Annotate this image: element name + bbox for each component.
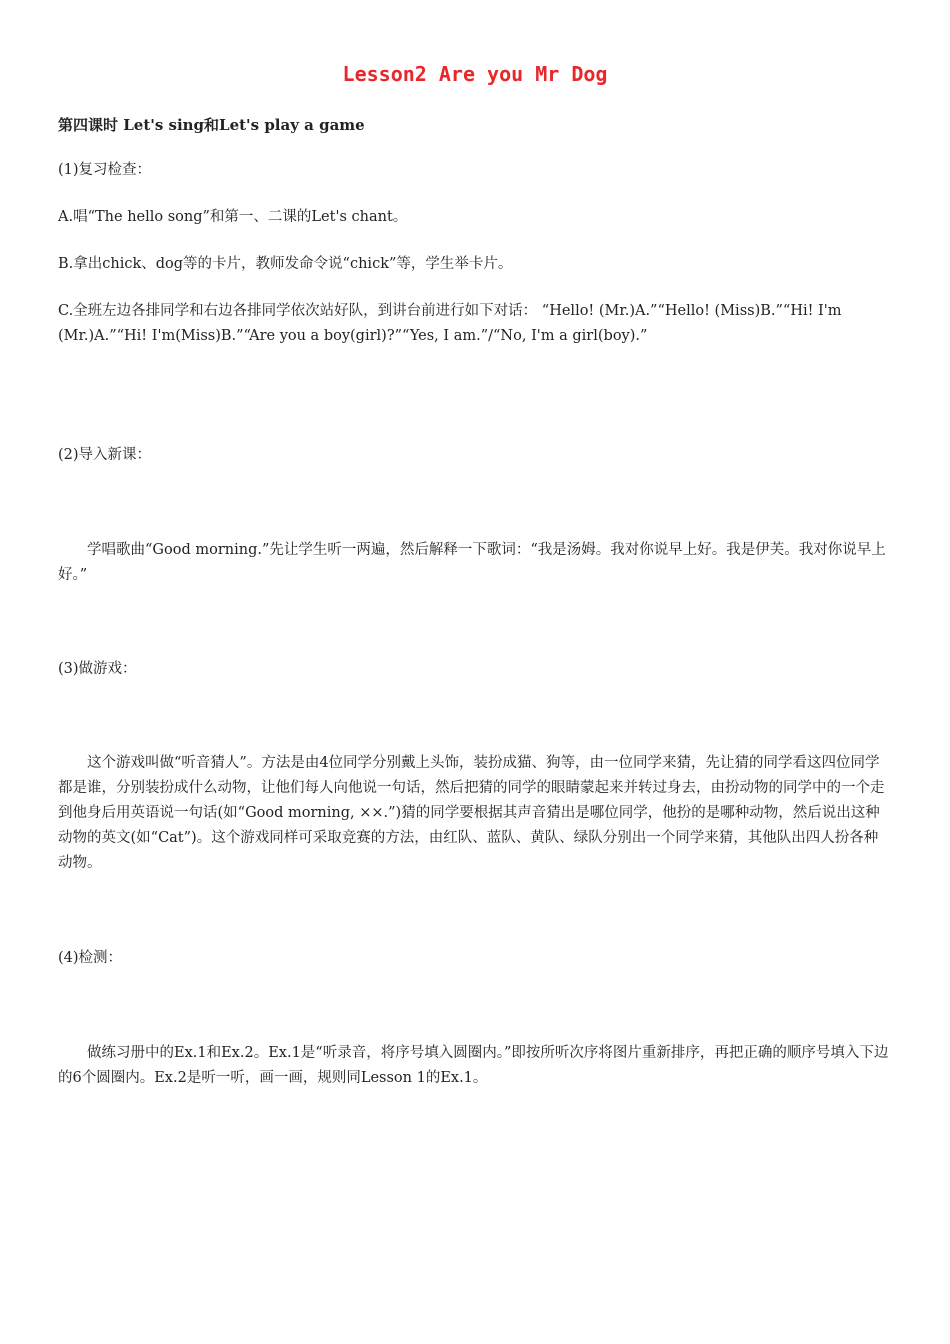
game-paragraph: 这个游戏叫做“听音猜人”。方法是由4位同学分别戴上头饰，装扮成猫、狗等，由一位同学来猜，先让猜的同学看这四位同学都是谁，分别装扮成什么动物，让他们每人向他说一句话，然后把猜的同学的眼睛蒙起来并转过身去，由扮动物的同学中的一个走到他身后用英语说一句话(如“Good morning, ××.”)猜的同学要根据其声音猜出是哪位同学，他扮的是哪种动物，然后说出这种动物的英文(如“Cat”)。这个游戏同样可采取竞赛的方法，由红队、蓝队、黄队、绿队分别出一个同学来猜，其他队出四人扮各种动物。 bbox=[58, 755, 885, 871]
review-heading: (1)复习检查： bbox=[58, 162, 152, 178]
review-item-a: A.唱“The hello song”和第一、二课的Let's chant。 bbox=[58, 209, 408, 225]
intro-heading: (2)导入新课： bbox=[58, 447, 152, 463]
review-item-c: C.全班左边各排同学和右边各排同学依次站好队，到讲台前进行如下对话： “Hello! (Mr.)A.”“Hello! (Miss)B.”“Hi! I'm (Mr.)A.”“Hi! I'm(Miss)B.”“Are you a boy(girl)?”“Yes, I am.”/“No, I'm a girl(boy).” bbox=[58, 303, 842, 344]
review-item-b: B.拿出chick、dog等的卡片，教师发命令说“chick”等，学生举卡片。 bbox=[58, 256, 513, 272]
document-title: Lesson2 Are you Mr Dog bbox=[342, 62, 608, 86]
lesson-subtitle: 第四课时 Let's sing和Let's play a game bbox=[58, 116, 365, 134]
game-heading: (3)做游戏： bbox=[58, 661, 137, 677]
test-heading: (4)检测： bbox=[58, 950, 123, 966]
intro-paragraph: 学唱歌曲“Good morning.”先让学生听一两遍，然后解释一下歌词：“我是汤姆。我对你说早上好。我是伊芙。我对你说早上好。” bbox=[58, 542, 886, 583]
test-paragraph: 做练习册中的Ex.1和Ex.2。Ex.1是“听录音，将序号填入圆圈内。”即按所听次序将图片重新排序，再把正确的顺序号填入下边的6个圆圈内。Ex.2是听一听，画一画，规则同Lesson 1的Ex.1。 bbox=[58, 1045, 889, 1086]
